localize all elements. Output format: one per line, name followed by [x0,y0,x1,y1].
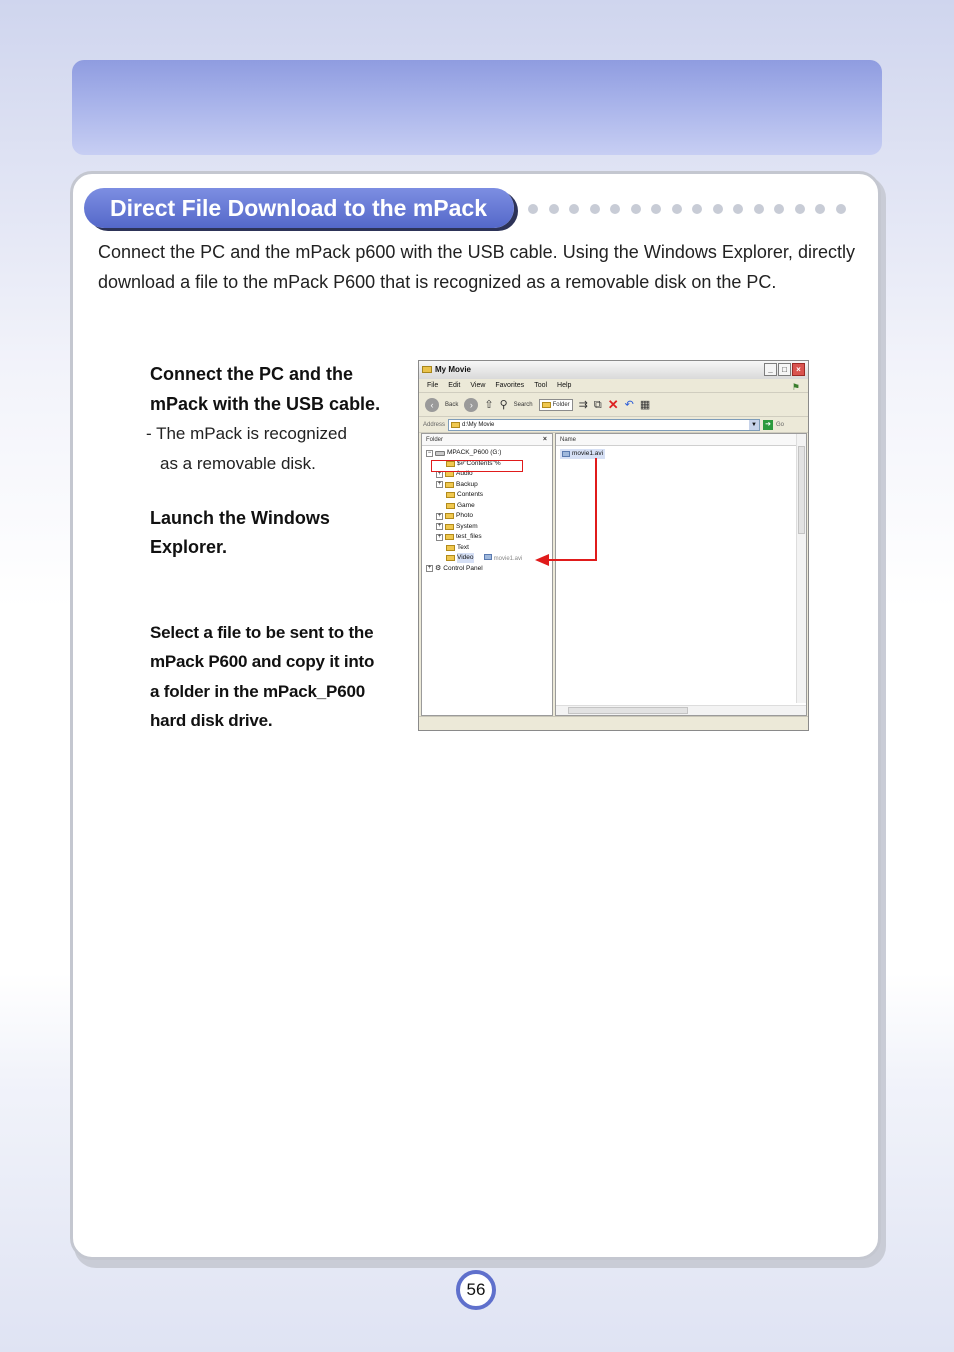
move-to-icon[interactable]: ⇉ [578,398,588,411]
views-icon[interactable]: ▦ [639,398,651,411]
expand-icon[interactable]: + [437,481,442,487]
folder-icon [446,545,455,551]
expand-icon[interactable]: + [437,512,442,519]
folder-label: Contents [457,491,484,498]
folders-button[interactable] [539,399,573,411]
folder-label: test_files [456,533,482,540]
delete-icon[interactable]: ✕ [607,396,619,412]
drag-file-label: movie1.avi [493,556,523,562]
folder-label: System [456,522,478,530]
status-bar [419,716,808,730]
menu-view[interactable]: View [470,382,486,389]
step3-line2: mPack P600 and copy it into [150,652,375,671]
tree-folder[interactable] [446,543,469,553]
folder-icon [446,555,455,561]
tree-folder[interactable] [436,532,482,542]
file-name: movie1.avi [572,450,604,457]
step2-title-line1: Launch the Windows [150,508,330,528]
back-label: Back [445,401,459,408]
tree-folder[interactable] [436,522,478,532]
undo-icon[interactable]: ↶ [624,398,634,411]
control-panel-label: Control Panel [443,564,483,572]
drive-label: MPACK_P600 (G:) [447,449,502,456]
maximize-button[interactable]: □ [778,363,791,376]
tree-folder[interactable] [436,511,473,521]
tree-folder-video[interactable] [446,553,474,563]
expand-icon[interactable]: + [427,565,432,571]
step1-title-line1: Connect the PC and the [150,364,354,384]
drive-icon [435,451,445,456]
step3-line4: hard disk drive. [150,711,273,730]
file-pane-header [556,434,806,446]
explorer-titlebar [419,361,808,379]
folder-icon [445,513,454,519]
close-icon[interactable]: × [542,436,547,443]
address-input[interactable] [448,419,760,431]
menu-help[interactable]: Help [557,382,572,389]
back-icon[interactable]: ‹ [425,398,439,412]
folder-label: Game [457,501,475,509]
chevron-down-icon[interactable]: ▼ [749,420,759,430]
folder-label: Backup [456,480,478,488]
go-arrow-icon[interactable]: ➜ [763,420,773,430]
folder-label: Text [457,543,469,551]
window-title: My Movie [435,365,472,374]
title-dots [528,204,846,216]
step3-line1: Select a file to be sent to the [150,623,374,642]
folder-icon [445,482,454,488]
folder-icon [422,366,432,373]
name-column-header[interactable]: Name [560,437,577,443]
control-panel-icon: ⚙ [435,564,442,572]
windows-logo-icon: ⚑ [791,382,800,392]
folder-label: $#"Contents"% [457,459,501,467]
folder-pane [421,433,553,716]
folder-icon [542,402,551,408]
folder-label: Video [457,554,474,561]
drive-highlight-box [431,460,523,472]
minimize-button[interactable]: _ [764,363,777,376]
address-value: d:\My Movie [462,421,495,428]
menu-tool[interactable]: Tool [534,382,548,389]
menu-file[interactable]: File [427,382,439,389]
menu-edit[interactable]: Edit [448,382,461,389]
video-file-icon [562,451,570,457]
step3-line3: a folder in the mPack_P600 [150,682,365,701]
section-title: Direct File Download to the mPack [84,188,514,228]
tree-folder[interactable] [446,490,483,500]
step1-note-line2: as a removable disk. [160,454,316,473]
expand-icon[interactable]: + [437,523,442,529]
folder-label: Photo [456,512,473,519]
expand-icon[interactable]: + [437,470,442,477]
search-label[interactable]: Search [513,401,533,408]
step2-title-line2: Explorer. [150,537,228,557]
step1-title-line2: mPack with the USB cable. [150,394,381,414]
header-band [72,60,882,155]
tree-drive[interactable] [426,448,501,458]
vertical-scrollbar[interactable] [796,434,806,703]
address-label: Address [423,421,446,428]
collapse-icon[interactable]: − [427,449,432,456]
video-file-icon [484,554,492,560]
intro-paragraph: Connect the PC and the mPack p600 with the USB cable. Using the Windows Explorer, directly download a file to the mPack P600 that is recognized as a removable disk on the PC. [98,242,855,292]
menu-favorites[interactable]: Favorites [495,382,525,389]
up-folder-icon[interactable]: ⇧ [484,398,494,411]
page-number: 56 [456,1270,496,1310]
folder-pane-header [422,434,552,446]
explorer-window [418,360,809,731]
search-icon[interactable]: ⚲ [499,398,508,411]
close-button[interactable]: × [792,363,805,376]
address-bar [419,417,808,433]
explorer-body [419,433,808,716]
tree-folder[interactable] [446,501,475,511]
scroll-thumb[interactable] [568,707,688,714]
folder-icon [446,492,455,498]
folder-icon [445,524,454,530]
folder-label: Folder [552,401,570,408]
folder-pane-title: Folder [426,437,444,443]
copy-to-icon[interactable]: ⧉ [593,398,602,411]
folder-icon [446,503,455,509]
toolbar [419,393,808,417]
expand-icon[interactable]: + [437,533,442,540]
drag-ghost [484,554,522,562]
forward-icon[interactable]: › [464,398,478,412]
folder-label: Audio [456,470,473,477]
file-pane [555,433,807,716]
file-item[interactable] [560,449,605,459]
menu-bar [419,379,808,393]
step1-note-line1: - The mPack is recognized [146,424,347,443]
tree-folder[interactable] [436,480,478,490]
horizontal-scrollbar[interactable] [556,705,806,715]
folder-icon [451,422,460,428]
scroll-thumb[interactable] [798,446,805,534]
tree-control-panel[interactable] [426,564,483,574]
folder-icon [445,534,454,540]
go-label[interactable]: Go [776,421,785,428]
